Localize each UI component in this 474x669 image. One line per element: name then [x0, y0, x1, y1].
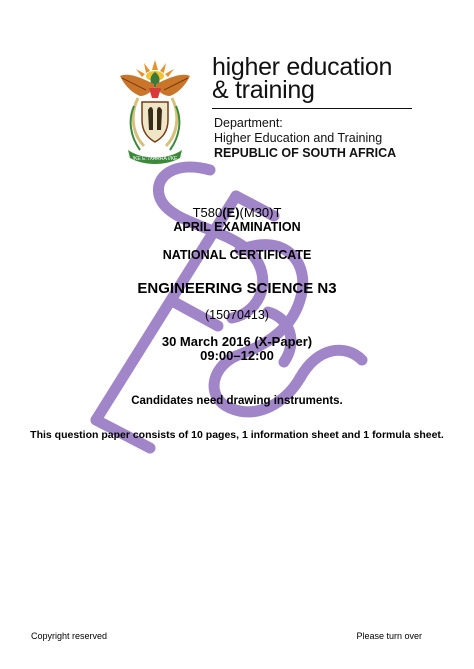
paper-code-language: (E) — [222, 205, 240, 220]
department-label: Department: — [214, 116, 283, 130]
department-name: Higher Education and Training — [214, 131, 383, 145]
brand-wordmark — [212, 53, 422, 104]
exam-session: APRIL EXAMINATION — [173, 220, 301, 234]
copyright-footer: Copyright reserved — [31, 631, 108, 641]
country-name: REPUBLIC OF SOUTH AFRICA — [214, 146, 397, 160]
coat-of-arms-icon — [116, 58, 194, 170]
subject-title: ENGINEERING SCIENCE N3 — [137, 280, 337, 297]
paper-code-suffix: (M30)T — [239, 205, 282, 220]
paper-code — [0, 205, 474, 220]
page-count-note: This question paper consists of 10 pages, 1 information sheet and 1 formula sheet. — [30, 429, 444, 441]
certificate-title: NATIONAL CERTIFICATE — [162, 248, 312, 262]
brand-divider — [212, 108, 412, 109]
paper-code-prefix: T580 — [192, 205, 223, 220]
coat-motto: !KE E: /XARRA //KE — [132, 156, 178, 162]
exam-date: 30 March 2016 (X-Paper) — [161, 334, 313, 349]
brand-line-2: & training — [212, 76, 315, 104]
turn-over-footer: Please turn over — [356, 631, 422, 641]
instruction-text: Candidates need drawing instruments. — [131, 395, 343, 407]
subject-code: (15070413) — [205, 308, 269, 322]
exam-time: 09:00–12:00 — [200, 348, 274, 363]
department-block — [214, 116, 396, 161]
brand-line-1: higher education — [212, 53, 393, 81]
